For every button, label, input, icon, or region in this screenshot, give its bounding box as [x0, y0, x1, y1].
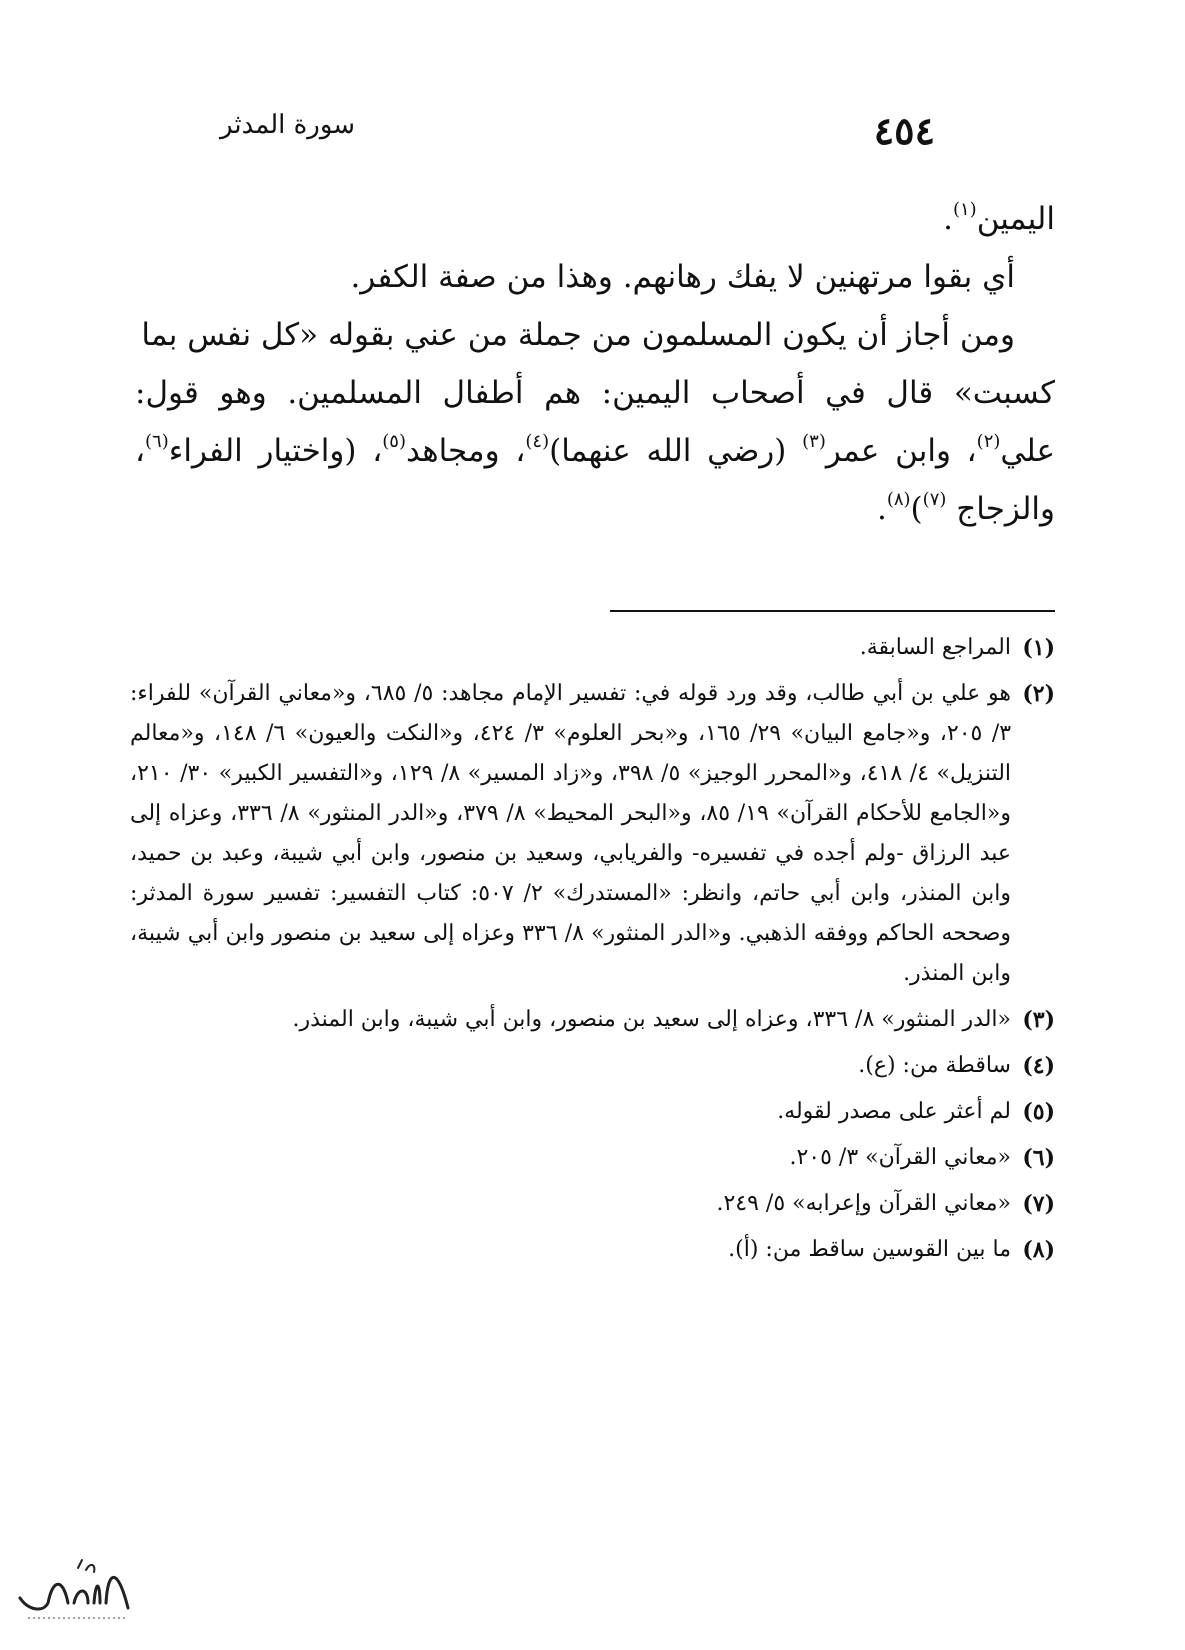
- paragraph-1: [135, 190, 1055, 248]
- paragraph-4-g: ): [910, 491, 923, 527]
- footnote-number: (٧): [1022, 1191, 1055, 1217]
- footnote-ref-6[interactable]: (٦): [145, 431, 169, 452]
- footnote-number: (٦): [1022, 1145, 1055, 1171]
- footnote-number: (١): [1022, 635, 1055, 661]
- footnote-text: هو علي بن أبي طالب، وقد ورد قوله في: تفسير الإمام مجاهد: ٥/ ٦٨٥، و«معاني القرآن» للفراء: ٣/ ٢٠٥، و«جامع البيان» ٢٩/ ١٦٥، و«بحر العلوم» ٣/ ٤٢٤، و«النكت والعيون» ٦/ ١٤٨، و«معالم التنزيل» ٤/ ٤١٨، و«المحرر الوجيز» ٥/ ٣٩٨، و«زاد المسير» ٨/ ١٢٩، و«التفسير الكبير» ٣٠/ ٢١٠، و«الجامع للأحكام القرآن» ١٩/ ٨٥، و«البحر المحيط» ٨/ ٣٧٩، و«الدر المنثور» ٨/ ٣٣٦، وعزاه إلى عبد الرزاق -ولم أجده في تفسيره- والفريابي، وسعيد بن منصور، وابن أبي شيبة، وعبد بن حميد، وابن المنذر، وابن أبي حاتم، وانظر: «المستدرك» ٢/ ٥٠٧: كتاب التفسير: تفسير سورة المدثر: وصححه الحاكم ووفقه الذهبي. و«الدر المنثور» ٨/ ٣٣٦ وعزاه إلى سعيد بن منصور وابن أبي شيبة، وابن المنذر.: [130, 681, 1012, 986]
- paragraph-4-a: كسبت» قال في أصحاب اليمين: هم أطفال المسلمين. وهو قول: علي: [135, 375, 1056, 469]
- footnote-4: [130, 1046, 1055, 1086]
- footnote-2: [130, 674, 1055, 994]
- footnote-text: لم أعثر على مصدر لقوله.: [777, 1099, 1011, 1124]
- footnote-number: (٨): [1022, 1237, 1055, 1263]
- paragraph-4-d: ، ومجاهد: [405, 433, 526, 469]
- running-title: سورة المدثر: [220, 110, 356, 140]
- footnote-ref-4[interactable]: (٤): [525, 431, 550, 452]
- main-text: [135, 190, 1055, 538]
- paragraph-4-c: (رضي الله عنهما): [549, 433, 803, 469]
- paragraph-3: ومن أجاز أن يكون المسلمون من جملة من عني بقوله «كل نفس بما: [141, 317, 1015, 353]
- paragraph-2: أي بقوا مرتهنين لا يفك رهانهم. وهذا من صفة الكفر.: [350, 259, 1015, 295]
- footnote-ref-2[interactable]: (٢): [976, 431, 1001, 452]
- page-header: [200, 100, 935, 160]
- paragraph-1-text: اليمين: [976, 201, 1055, 237]
- footnote-8: [130, 1230, 1055, 1270]
- footnotes-list: [130, 628, 1055, 1276]
- footnote-6: [130, 1138, 1055, 1178]
- paragraph-1-end: .: [943, 201, 953, 237]
- paragraph-4-end: .: [876, 491, 887, 527]
- footnote-text: ساقطة من: (ع).: [858, 1053, 1011, 1078]
- page-number: ٤٥٤: [873, 108, 935, 153]
- footnote-number: (٢): [1022, 681, 1055, 707]
- footnote-text: ما بين القوسين ساقط من: (أ).: [728, 1237, 1011, 1262]
- footnote-7: [130, 1184, 1055, 1224]
- paragraph-4-f: ، والزجاج: [135, 433, 1055, 527]
- footnote-ref-1[interactable]: (١): [952, 199, 977, 220]
- paragraph-4-b: ، وابن عمر: [825, 433, 977, 469]
- footnote-5: [130, 1092, 1055, 1132]
- footnote-text: «معاني القرآن» ٣/ ٢٠٥.: [789, 1145, 1011, 1170]
- footnote-ref-3[interactable]: (٣): [802, 431, 826, 452]
- footnote-text: «معاني القرآن وإعرابه» ٥/ ٢٤٩.: [716, 1191, 1011, 1216]
- footnote-ref-7[interactable]: (٧): [922, 489, 947, 510]
- footnote-ref-8[interactable]: (٨): [886, 489, 911, 510]
- footnote-text: المراجع السابقة.: [859, 635, 1011, 660]
- footnote-3: [130, 1000, 1055, 1040]
- publisher-stamp-logo: [8, 1548, 138, 1628]
- footnote-number: (٣): [1022, 1007, 1055, 1033]
- paragraph-4: [135, 364, 1055, 538]
- footnote-ref-5[interactable]: (٥): [382, 431, 406, 452]
- footnote-1: [130, 628, 1055, 668]
- paragraph-4-e: ، (واختيار الفراء: [168, 433, 383, 469]
- footnote-number: (٤): [1022, 1053, 1055, 1079]
- footnote-number: (٥): [1022, 1099, 1055, 1125]
- footnote-text: «الدر المنثور» ٨/ ٣٣٦، وعزاه إلى سعيد بن منصور، وابن أبي شيبة، وابن المنذر.: [292, 1007, 1011, 1032]
- footnote-separator: [610, 610, 1055, 612]
